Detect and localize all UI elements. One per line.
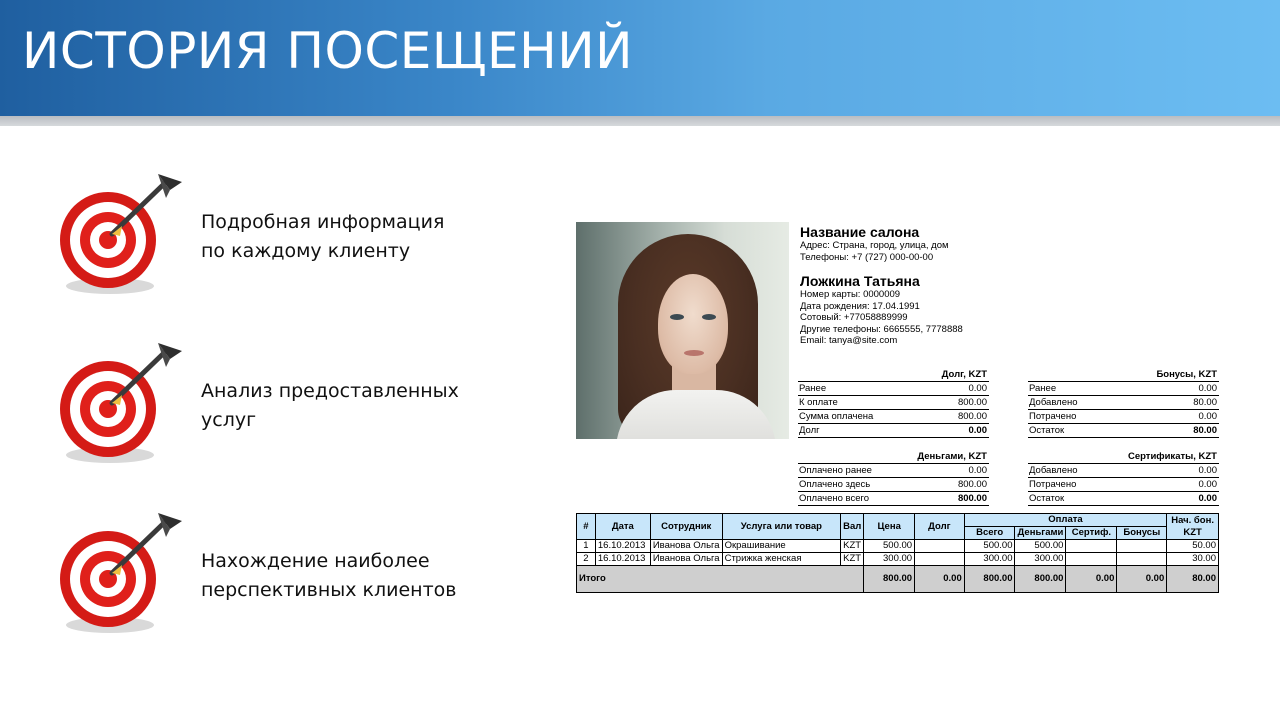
summary-row [1028, 424, 1219, 438]
col-bonus: Бонусы [1117, 527, 1167, 540]
total-label: Итого [577, 566, 864, 593]
row-value: 800.00 [957, 493, 987, 504]
summary-row [798, 424, 989, 438]
client-name: Ложкина Татьяна [800, 273, 920, 289]
col-cash: Деньгами [1015, 527, 1066, 540]
cell-total: 500.00 [964, 540, 1015, 553]
cell-accrued: 30.00 [1167, 553, 1219, 566]
visits-table [576, 513, 1219, 593]
col-payment: Оплата [964, 514, 1167, 527]
table-row [577, 553, 1219, 566]
cell-total: 300.00 [964, 553, 1015, 566]
summary-row [798, 492, 989, 506]
bonus-summary [1028, 368, 1219, 438]
birth-date: Дата рождения: 17.04.1991 [800, 300, 920, 312]
feature-text-line2: перспективных клиентов [201, 579, 457, 601]
summary-row [798, 410, 989, 424]
feature-item [54, 507, 484, 647]
col-cert: Сертиф. [1066, 527, 1117, 540]
summary-row [1028, 382, 1219, 396]
row-value: 0.00 [968, 465, 987, 476]
col-date: Дата [595, 514, 650, 540]
feature-text-line1: Нахождение наиболее [201, 550, 430, 572]
other-phones: Другие телефоны: 6665555, 7778888 [800, 323, 963, 335]
cell-bonus [1117, 540, 1167, 553]
cell-cert [1066, 553, 1117, 566]
row-value: 0.00 [1198, 493, 1217, 504]
row-value: 800.00 [957, 397, 987, 408]
debt-title: Долг, KZT [798, 368, 989, 382]
cell-debt [915, 540, 965, 553]
row-value: 800.00 [957, 411, 987, 422]
row-label: Потрачено [1029, 479, 1077, 490]
summary-row [798, 464, 989, 478]
feature-item [54, 337, 484, 477]
feature-text-line2: по каждому клиенту [201, 240, 411, 262]
dart-target-icon [54, 507, 186, 639]
money-title: Деньгами, KZT [798, 450, 989, 464]
cell-date: 16.10.2013 [595, 553, 650, 566]
col-service: Услуга или товар [722, 514, 841, 540]
col-accrued-bonus: Нач. бон. KZT [1167, 514, 1219, 540]
cell-cash: 300.00 [1015, 553, 1066, 566]
money-summary [798, 450, 989, 506]
row-value: 0.00 [968, 383, 987, 394]
salon-name: Название салона [800, 224, 920, 240]
row-value: 0.00 [1198, 411, 1217, 422]
row-label: Остаток [1029, 493, 1065, 504]
row-value: 0.00 [1198, 465, 1217, 476]
cell-date: 16.10.2013 [595, 540, 650, 553]
cell-employee: Иванова Ольга [650, 553, 722, 566]
client-photo [576, 222, 789, 439]
row-label: Сумма оплачена [799, 411, 874, 422]
summary-row [1028, 478, 1219, 492]
summary-row [1028, 464, 1219, 478]
cell-num: 2 [577, 553, 596, 566]
cell-bonus [1117, 553, 1167, 566]
row-label: Долг [799, 425, 820, 436]
row-value: 0.00 [1198, 383, 1217, 394]
row-value: 800.00 [957, 479, 987, 490]
col-employee: Сотрудник [650, 514, 722, 540]
cell-price: 300.00 [864, 553, 915, 566]
debt-summary [798, 368, 989, 438]
client-email: Email: tanya@site.com [800, 335, 898, 346]
total-cash: 800.00 [1015, 566, 1066, 593]
bonus-title: Бонусы, KZT [1028, 368, 1219, 382]
total-debt: 0.00 [915, 566, 965, 593]
cell-service: Стрижка женская [722, 553, 841, 566]
cell-num: 1 [577, 540, 596, 553]
summary-row [1028, 410, 1219, 424]
row-value: 80.00 [1193, 397, 1217, 408]
dart-target-icon [54, 337, 186, 469]
summary-row [798, 382, 989, 396]
mobile-phone: Сотовый: +77058889999 [800, 312, 908, 323]
cert-summary [1028, 450, 1219, 506]
table-total-row [577, 566, 1219, 593]
row-value: 0.00 [1198, 479, 1217, 490]
row-label: Ранее [799, 383, 827, 394]
row-label: Потрачено [1029, 411, 1077, 422]
total-sum: 800.00 [964, 566, 1015, 593]
row-label: Остаток [1029, 425, 1065, 436]
feature-item [54, 168, 484, 308]
row-label: Ранее [1029, 383, 1057, 394]
col-num: # [577, 514, 596, 540]
row-label: К оплате [799, 397, 838, 408]
summary-row [1028, 492, 1219, 506]
row-label: Оплачено здесь [799, 479, 871, 490]
row-value: 0.00 [968, 425, 987, 436]
cell-currency: KZT [841, 553, 864, 566]
salon-phones: Телефоны: +7 (727) 000-00-00 [800, 251, 934, 263]
row-label: Оплачено всего [799, 493, 870, 504]
cell-employee: Иванова Ольга [650, 540, 722, 553]
feature-text-line1: Анализ предоставленных [201, 380, 459, 402]
total-cert: 0.00 [1066, 566, 1117, 593]
cell-price: 500.00 [864, 540, 915, 553]
cell-accrued: 50.00 [1167, 540, 1219, 553]
total-accrued: 80.00 [1167, 566, 1219, 593]
table-row [577, 540, 1219, 553]
cell-currency: KZT [841, 540, 864, 553]
summary-row [798, 478, 989, 492]
dart-target-icon [54, 168, 186, 300]
table-header-row [577, 514, 1219, 527]
card-number: Номер карты: 0000009 [800, 289, 901, 300]
page-title: ИСТОРИЯ ПОСЕЩЕНИЙ [22, 22, 634, 80]
col-currency: Вал [841, 514, 864, 540]
cell-cert [1066, 540, 1117, 553]
cert-title: Сертификаты, KZT [1028, 450, 1219, 464]
salon-address: Адрес: Страна, город, улица, дом [800, 240, 949, 251]
total-price: 800.00 [864, 566, 915, 593]
col-price: Цена [864, 514, 915, 540]
row-value: 80.00 [1193, 425, 1217, 436]
banner-divider [0, 116, 1280, 126]
col-debt: Долг [915, 514, 965, 540]
summary-row [798, 396, 989, 410]
feature-text-line2: услуг [201, 409, 257, 431]
feature-text-line1: Подробная информация [201, 211, 445, 233]
client-info [800, 224, 1230, 347]
row-label: Добавлено [1029, 465, 1078, 476]
summary-row [1028, 396, 1219, 410]
cell-service: Окрашивание [722, 540, 841, 553]
cell-debt [915, 553, 965, 566]
row-label: Оплачено ранее [799, 465, 872, 476]
total-bonus: 0.00 [1117, 566, 1167, 593]
row-label: Добавлено [1029, 397, 1078, 408]
col-total: Всего [964, 527, 1015, 540]
cell-cash: 500.00 [1015, 540, 1066, 553]
